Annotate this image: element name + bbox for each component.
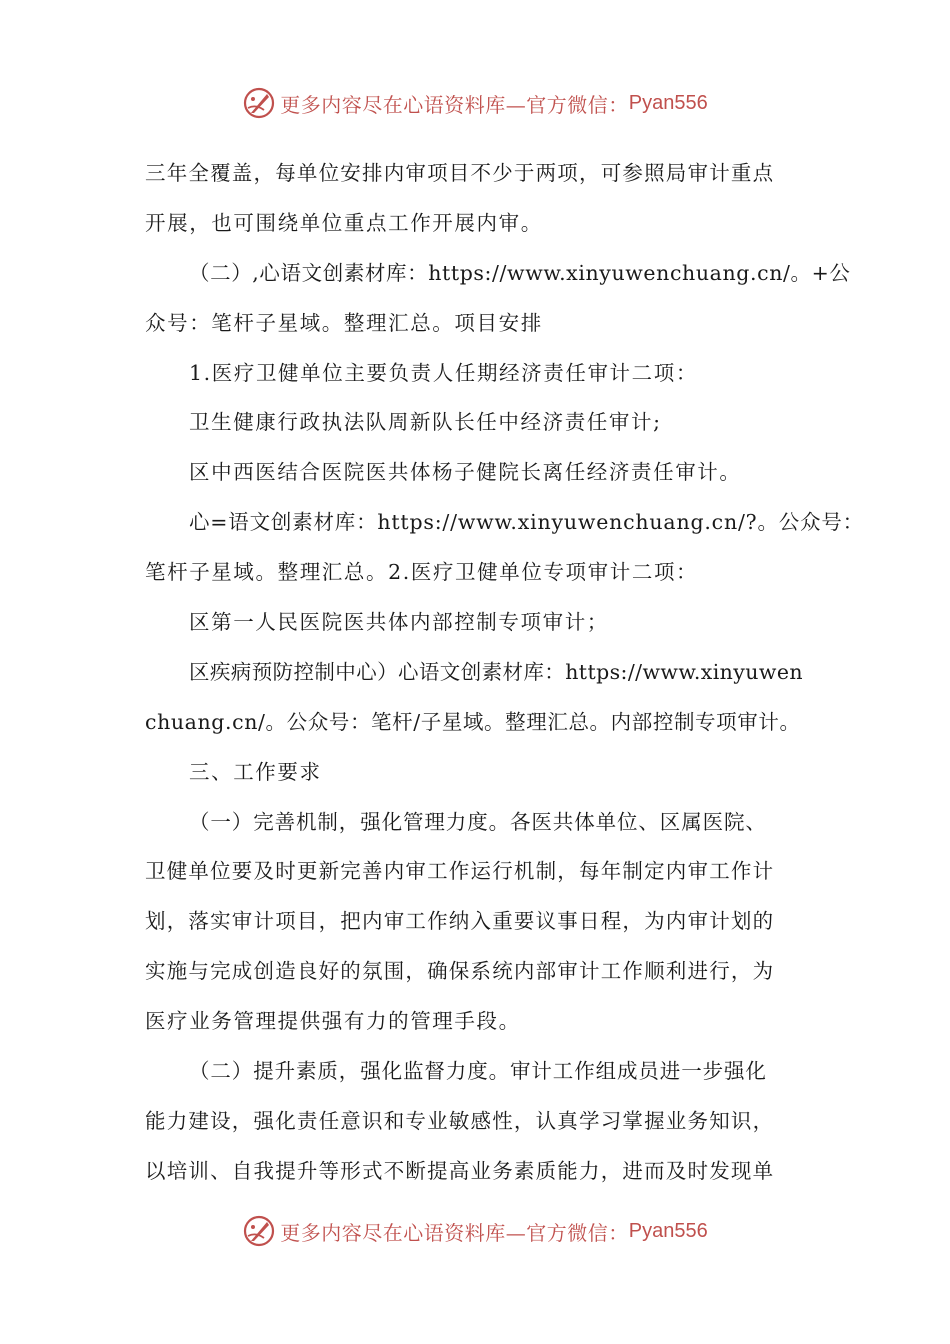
body-line: 区中西医结合医院医共体杨子健院长离任经济责任审计。 — [189, 460, 742, 485]
body-line: chuang.cn/。公众号：笔杆/子星域。整理汇总。内部控制专项审计。 — [145, 709, 801, 734]
body-line: 笔杆子星域。整理汇总。2.医疗卫健单位专项审计二项： — [145, 560, 699, 585]
body-line: 众号：笔杆子星域。整理汇总。项目安排 — [145, 310, 543, 335]
header-banner — [0, 83, 950, 123]
body-line: （一）完善机制，强化管理力度。各医共体单位、区属医院、 — [189, 809, 767, 834]
body-line: 以培训、自我提升等形式不断提高业务素质能力，进而及时发现单 — [145, 1158, 775, 1183]
document-body — [145, 149, 864, 1197]
banner-text: 更多内容尽在心语资料库—官方微信： — [280, 92, 629, 117]
body-line: 医疗业务管理提供强有力的管理手段。 — [145, 1009, 521, 1034]
wechat-id: Pyan556 — [628, 1219, 708, 1242]
footer-banner — [0, 1211, 950, 1251]
body-line: 卫生健康行政执法队周新队长任中经济责任审计; — [189, 410, 662, 435]
body-line: 三年全覆盖，每单位安排内审项目不少于两项，可参照局审计重点 — [145, 161, 775, 185]
body-line: 实施与完成创造良好的氛围，确保系统内部审计工作顺利进行，为 — [145, 959, 775, 984]
body-line: 心=语文创素材库：https://www.xinyuwenchuang.cn/?。公众号： — [189, 510, 864, 535]
body-line: 划，落实审计项目，把内审工作纳入重要议事日程，为内审计划的 — [145, 909, 775, 934]
body-line: 1.医疗卫健单位主要负责人任期经济责任审计二项： — [189, 360, 698, 385]
body-line: 开展，也可围绕单位重点工作开展内审。 — [145, 210, 543, 235]
wechat-id: Pyan556 — [628, 91, 708, 114]
quill-logo-icon — [242, 1214, 276, 1248]
body-line: （二）,心语文创素材库：https://www.xinyuwenchuang.cn/。+公 — [189, 260, 851, 285]
body-line: （二）提升素质，强化监督力度。审计工作组成员进一步强化 — [189, 1059, 767, 1084]
banner-text: 更多内容尽在心语资料库—官方微信： — [280, 1220, 629, 1245]
body-line: 卫健单位要及时更新完善内审工作运行机制，每年制定内审工作计 — [145, 859, 775, 884]
body-line: 能力建设，强化责任意识和专业敏感性，认真学习掌握业务知识， — [145, 1108, 775, 1133]
body-line: 区疾病预防控制中心）心语文创素材库：https://www.xinyuwen — [189, 659, 803, 684]
section-heading: 三、工作要求 — [189, 759, 322, 784]
quill-logo-icon — [242, 86, 276, 120]
body-line: 区第一人民医院医共体内部控制专项审计； — [189, 610, 609, 635]
